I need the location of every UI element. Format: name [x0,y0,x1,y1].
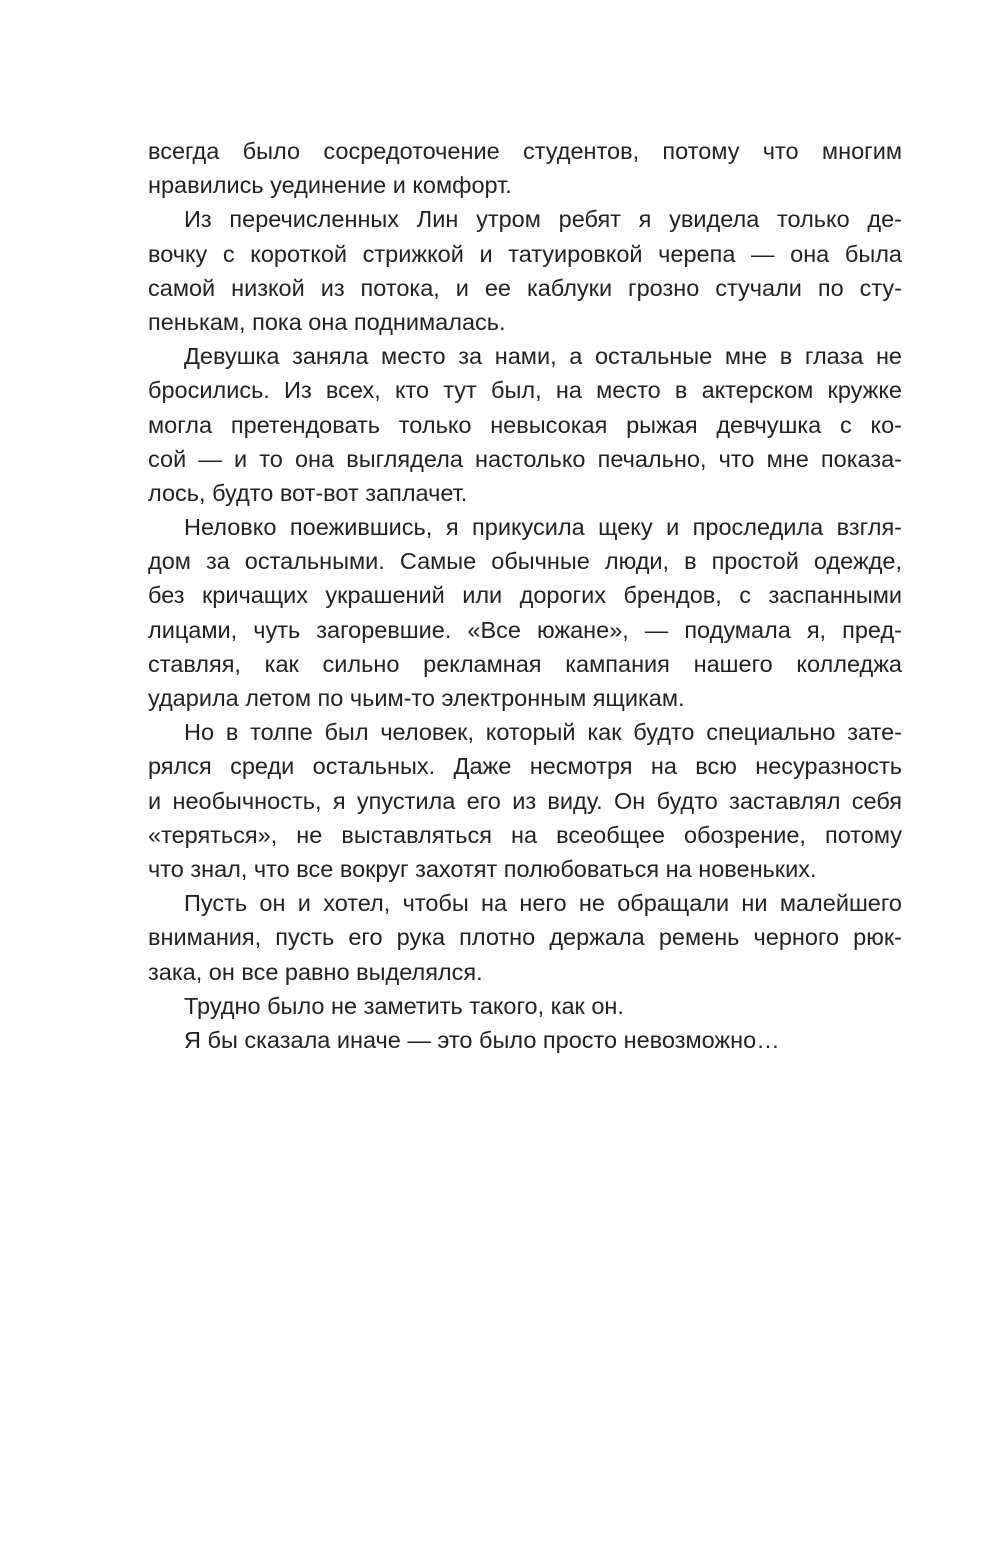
text-line: могла претендовать только невысокая рыжая девчушка с ко- [148,411,902,438]
text-line: рялся среди остальных. Даже несмотря на всю несуразность [148,753,902,780]
text-line: лось, будто вот-вот заплачет. [148,479,468,506]
text-line: Неловко поежившись, я прикусила щеку и проследила взгля- [184,514,902,541]
text-line: и необычность, я упустила его из виду. Он будто заставлял себя [148,787,902,814]
text-line: пенькам, пока она поднималась. [148,308,506,335]
text-line: самой низкой из потока, и ее каблуки грозно стучали по сту- [148,274,902,301]
text-line: нравились уединение и комфорт. [148,172,512,199]
text-line: вочку с короткой стрижкой и татуировкой черепа — она была [148,240,902,267]
text-line: Из перечисленных Лин утром ребят я увидела только де- [184,206,902,233]
text-line: Девушка заняла место за нами, а остальные мне в глаза не [184,343,902,370]
text-line: зака, он все равно выделялся. [148,958,483,985]
text-line: Я бы сказала иначе — это было просто невозможно… [184,1026,780,1053]
book-page-text [148,134,902,1057]
text-line: ставляя, как сильно рекламная кампания нашего колледжа [148,650,902,677]
text-line: «теряться», не выставляться на всеобщее обозрение, потому [148,821,902,848]
text-line: внимания, пусть его рука плотно держала ремень черного рюк- [148,924,902,951]
text-line: Пусть он и хотел, чтобы на него не обращали ни малейшего [184,890,902,917]
text-line: лицами, чуть загоревшие. «Все южане», — подумала я, пред- [148,616,902,643]
text-line: всегда было сосредоточение студентов, потому что многим [148,138,902,164]
text-line: дом за остальными. Самые обычные люди, в простой одежде, [148,548,902,575]
text-line: что знал, что все вокруг захотят полюбоваться на новеньких. [148,855,817,882]
text-line: Но в толпе был человек, который как будто специально зате- [184,719,902,746]
text-line: без кричащих украшений или дорогих брендов, с заспанными [148,582,902,609]
text-line: Трудно было не заметить такого, как он. [184,992,624,1019]
text-line: бросились. Из всех, кто тут был, на место в актерском кружке [148,377,902,404]
text-line: сой — и то она выглядела настолько печально, что мне показа- [148,445,902,472]
text-line: ударила летом по чьим-то электронным ящикам. [148,685,685,711]
